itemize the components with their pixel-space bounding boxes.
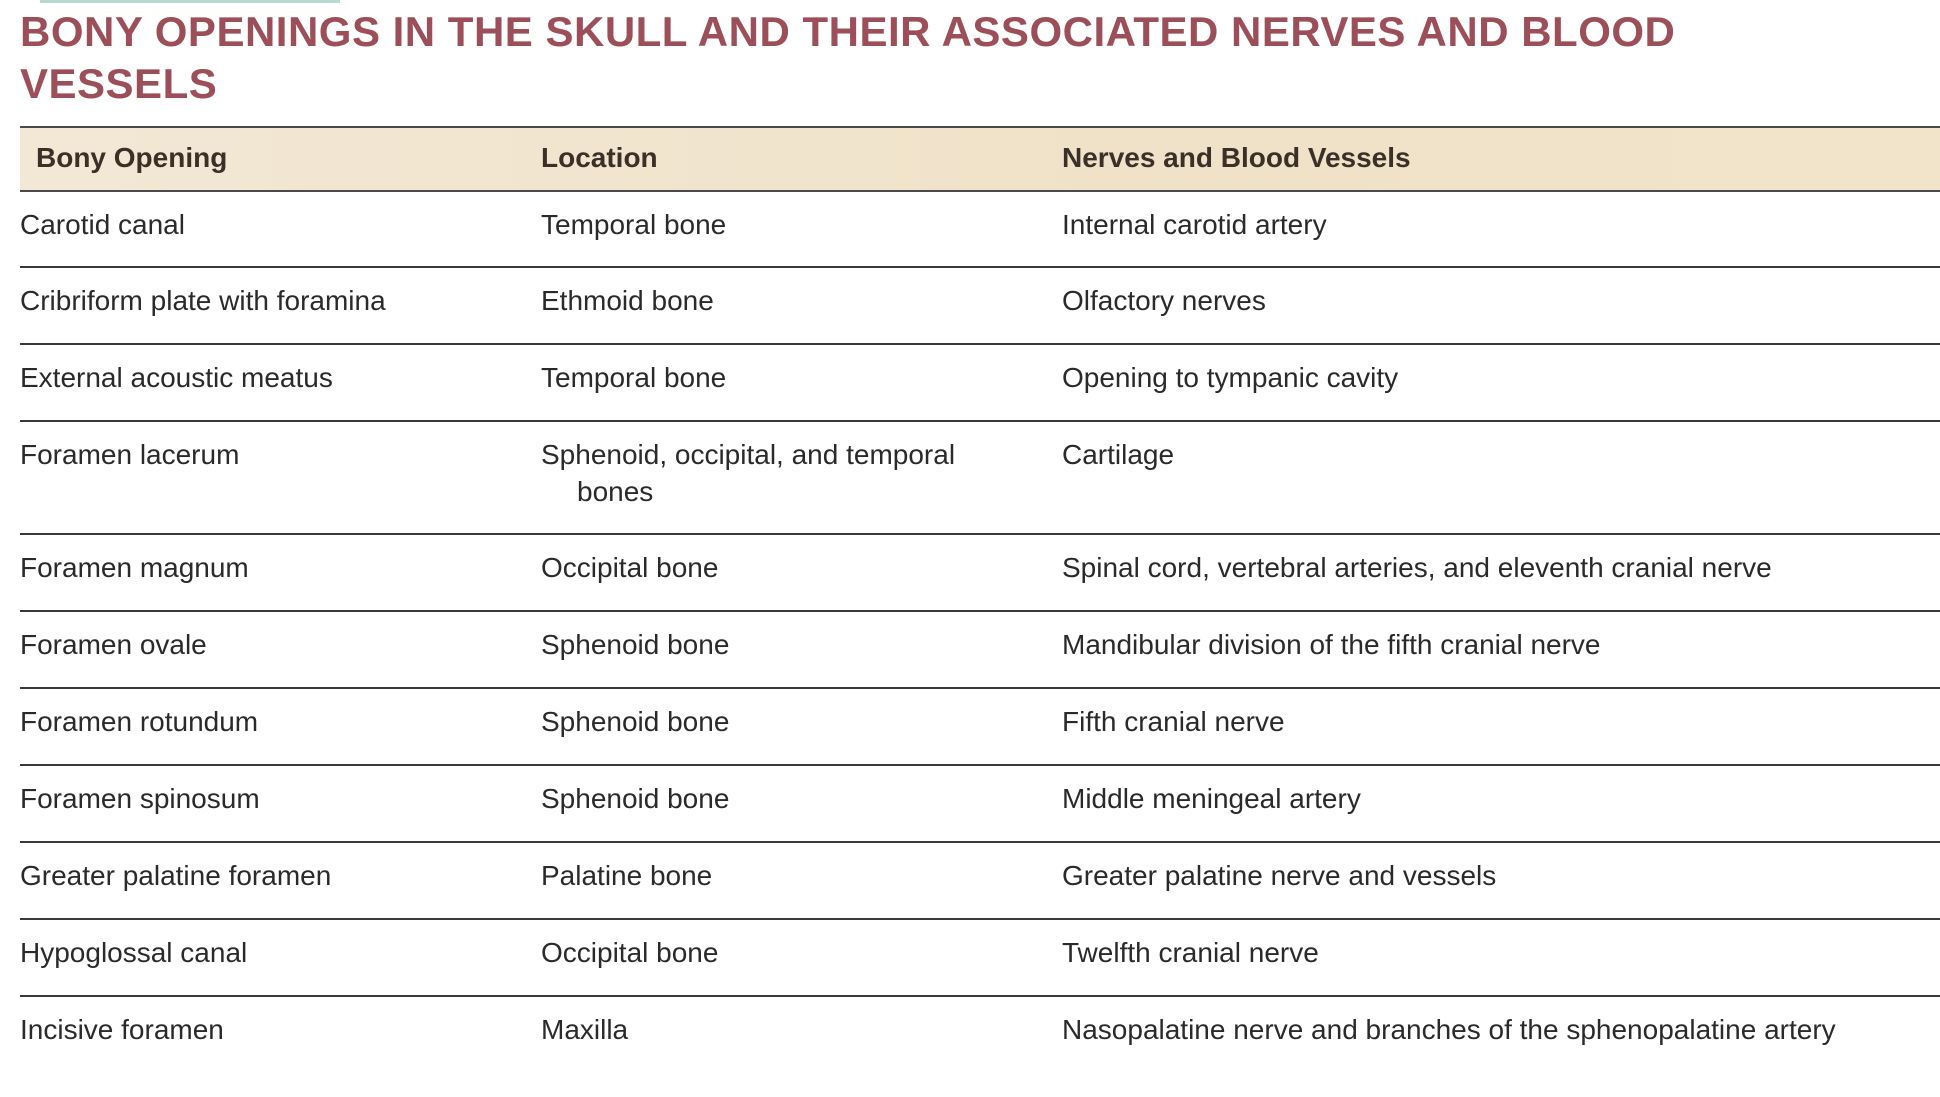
cell-bony-opening: Hypoglossal canal: [20, 937, 248, 968]
cell-bony-opening: Foramen ovale: [20, 629, 207, 660]
table-row: [20, 535, 1940, 612]
cell-nerves-vessels: Mandibular division of the fifth cranial nerve: [1062, 629, 1601, 660]
table-row: [20, 268, 1940, 345]
cell-location: Occipital bone: [541, 552, 719, 583]
table-row: [20, 689, 1940, 766]
cell-bony-opening: Incisive foramen: [20, 1014, 224, 1045]
cell-location: Sphenoid bone: [541, 783, 730, 814]
cell-bony-opening: Greater palatine foramen: [20, 860, 332, 891]
column-header-location: Location: [541, 142, 658, 173]
table-row: [20, 192, 1940, 268]
cell-bony-opening: Foramen magnum: [20, 552, 249, 583]
table-header: [20, 126, 1940, 192]
cell-bony-opening: Foramen spinosum: [20, 783, 260, 814]
cell-nerves-vessels: Internal carotid artery: [1062, 209, 1327, 240]
cell-nerves-vessels: Olfactory nerves: [1062, 285, 1266, 316]
cell-location: Palatine bone: [541, 860, 713, 891]
cell-nerves-vessels: Opening to tympanic cavity: [1062, 362, 1399, 393]
cell-bony-opening: Carotid canal: [20, 209, 185, 240]
table-row: [20, 766, 1940, 843]
cell-nerves-vessels: Greater palatine nerve and vessels: [1062, 860, 1497, 891]
cell-location: Temporal bone: [541, 362, 727, 393]
cell-bony-opening: Foramen lacerum: [20, 439, 240, 470]
table-row: [20, 422, 1940, 535]
column-header-nerves-vessels: Nerves and Blood Vessels: [1062, 142, 1411, 173]
table-row: [20, 920, 1940, 997]
cell-location: Temporal bone: [541, 209, 727, 240]
cell-location: Sphenoid bone: [541, 629, 730, 660]
cell-nerves-vessels: Nasopalatine nerve and branches of the sphenopalatine artery: [1062, 1014, 1836, 1045]
cell-location: Sphenoid, occipital, and temporal bones: [541, 439, 956, 507]
cell-bony-opening: Foramen rotundum: [20, 706, 259, 737]
table-row: [20, 997, 1940, 1097]
cell-bony-opening: Cribriform plate with foramina: [20, 285, 386, 316]
cell-nerves-vessels: Twelfth cranial nerve: [1062, 937, 1319, 968]
cell-location: Sphenoid bone: [541, 706, 730, 737]
page-title: BONY OPENINGS IN THE SKULL AND THEIR ASSOCIATED NERVES AND BLOOD VESSELS: [20, 8, 1676, 107]
table-row: [20, 843, 1940, 920]
cell-location: Ethmoid bone: [541, 285, 714, 316]
skull-openings-table: [20, 126, 1940, 1097]
cell-bony-opening: External acoustic meatus: [20, 362, 333, 393]
column-header-bony-opening: Bony Opening: [36, 142, 228, 173]
table-row: [20, 612, 1940, 689]
table-row: [20, 345, 1940, 422]
top-accent-bar: [40, 0, 340, 3]
cell-nerves-vessels: Middle meningeal artery: [1062, 783, 1361, 814]
cell-nerves-vessels: Spinal cord, vertebral arteries, and eleventh cranial nerve: [1062, 552, 1772, 583]
cell-nerves-vessels: Fifth cranial nerve: [1062, 706, 1285, 737]
cell-nerves-vessels: Cartilage: [1062, 439, 1175, 470]
cell-location: Maxilla: [541, 1014, 629, 1045]
cell-location: Occipital bone: [541, 937, 719, 968]
